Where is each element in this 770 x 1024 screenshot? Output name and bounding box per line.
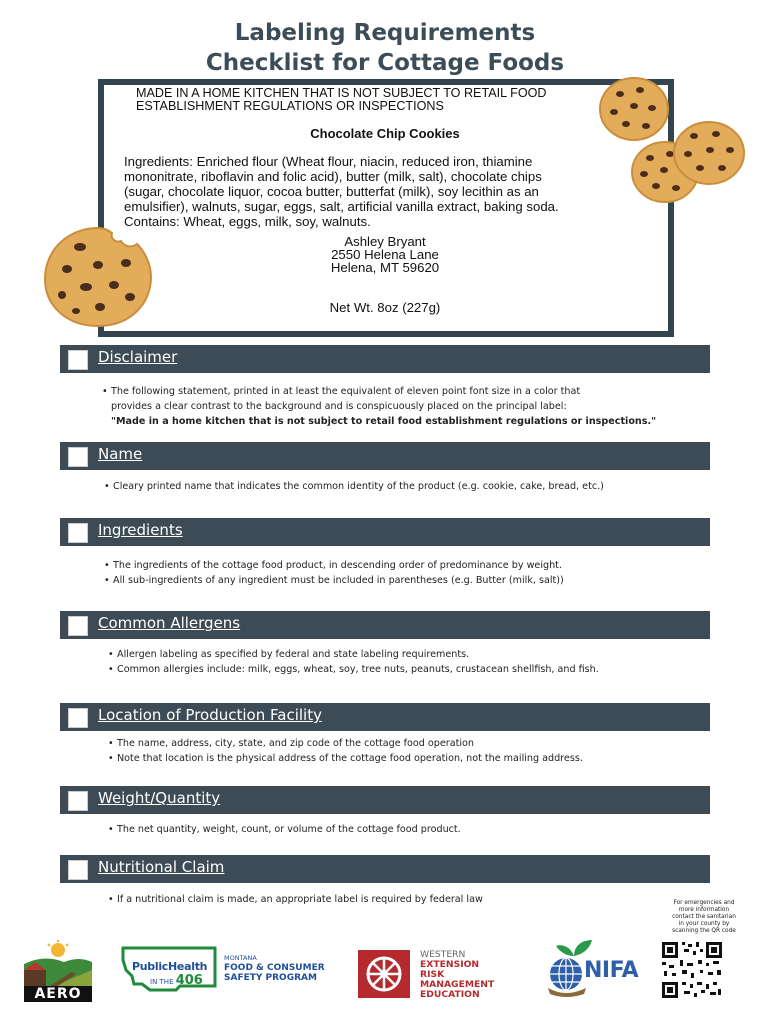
section-title: Common Allergens xyxy=(98,614,241,632)
section-name-header xyxy=(60,442,710,470)
location-bullets xyxy=(108,736,583,766)
section-title: Disclaimer xyxy=(98,348,178,366)
bullet-item: • The name, address, city, state, and zip code of the cottage food operation xyxy=(108,736,583,751)
emergency-note-line: in your county by xyxy=(678,921,730,927)
page-title xyxy=(0,18,770,78)
emergency-note-line: scanning the QR code xyxy=(672,928,736,934)
section-location-header xyxy=(60,703,710,731)
ingredients-checkbox[interactable] xyxy=(68,523,88,543)
fcsp-line-2: SAFETY PROGRAM xyxy=(224,973,317,983)
bullet-item: • All sub-ingredients of any ingredient must be included in parentheses (e.g. Butter (milk, salt)) xyxy=(104,573,564,588)
label-street: 2550 Helena Lane xyxy=(331,247,439,262)
section-title: Location of Production Facility xyxy=(98,706,322,724)
label-disclaimer xyxy=(136,87,547,113)
nutritional-checkbox[interactable] xyxy=(68,860,88,880)
qr-code[interactable] xyxy=(660,940,724,1000)
fcsp-line-1: FOOD & CONSUMER xyxy=(224,963,325,973)
cookie-illustration xyxy=(598,76,670,142)
werme-line: EXTENSION xyxy=(420,959,480,970)
emergency-note-line: For emergencies and xyxy=(673,900,735,906)
public-health-subline xyxy=(150,973,203,988)
section-title: Name xyxy=(98,445,143,463)
section-weight-header xyxy=(60,786,710,814)
bullet-item: • The net quantity, weight, count, or volume of the cottage food product. xyxy=(108,822,461,837)
nutritional-bullets xyxy=(108,892,483,907)
bullet-item: • Note that location is the physical address of the cottage food operation, not the mailing address. xyxy=(108,751,583,766)
werme-line: RISK xyxy=(420,969,445,980)
allergens-checkbox[interactable] xyxy=(68,616,88,636)
bullet-item: • Cleary printed name that indicates the common identity of the product (e.g. cookie, cake, bread, etc.) xyxy=(104,479,604,494)
bullet-item: • The ingredients of the cottage food product, in descending order of predominance by weight. xyxy=(104,558,564,573)
label-owner-name: Ashley Bryant xyxy=(344,234,426,249)
public-health-logo xyxy=(120,946,218,992)
label-ingredients-line: mononitrate, riboflavin and folic acid), butter (milk, salt), chocolate chips xyxy=(124,169,542,184)
label-contains-line: Contains: Wheat, eggs, milk, soy, walnuts. xyxy=(124,214,371,229)
section-nutritional-header xyxy=(60,855,710,883)
weight-bullets xyxy=(108,822,461,837)
disclaimer-checkbox[interactable] xyxy=(68,350,88,370)
bullet-item: • If a nutritional claim is made, an appropriate label is required by federal law xyxy=(108,892,483,907)
section-title: Nutritional Claim xyxy=(98,858,225,876)
werme-line: MANAGEMENT xyxy=(420,979,495,990)
nifa-logo xyxy=(544,938,639,998)
label-product-name: Chocolate Chip Cookies xyxy=(310,126,460,141)
wagon-wheel-icon xyxy=(358,950,410,998)
bullet-text: The following statement, printed in at least the equivalent of eleven point font size in a color that xyxy=(111,386,581,397)
bullet-text: provides a clear contrast to the background and is conspicuously placed on the principal label: xyxy=(111,401,567,412)
title-line-2: Checklist for Cottage Foods xyxy=(205,50,565,76)
section-disclaimer-header xyxy=(60,345,710,373)
label-net-weight: Net Wt. 8oz (227g) xyxy=(329,300,441,315)
aero-farm-icon xyxy=(24,940,92,986)
emergency-note-line: contact the sanitarian xyxy=(672,914,736,920)
cookie-illustration xyxy=(40,225,158,329)
label-ingredients xyxy=(124,154,559,229)
werme-wordmark xyxy=(420,950,494,1000)
406-text: 406 xyxy=(175,973,203,988)
cookie-illustration xyxy=(672,120,746,186)
section-ingredients-header xyxy=(60,518,710,546)
allergens-bullets xyxy=(108,647,599,677)
emergency-note xyxy=(648,900,760,935)
emergency-note-line: more information xyxy=(678,907,730,913)
in-the-text: IN THE xyxy=(150,978,176,986)
label-ingredients-line: emulsifier), walnuts, sugar, eggs, salt, artificial vanilla extract, baking soda. xyxy=(124,199,559,214)
disclaimer-bullets xyxy=(102,384,656,429)
location-checkbox[interactable] xyxy=(68,708,88,728)
bullet-item: • Common allergies include: milk, eggs, wheat, soy, tree nuts, peanuts, crustacean shellfish, and fish. xyxy=(108,662,599,677)
fcsp-state: MONTANA xyxy=(224,954,257,962)
section-allergens-header xyxy=(60,611,710,639)
title-line-1: Labeling Requirements xyxy=(234,20,536,46)
label-city: Helena, MT 59620 xyxy=(330,260,440,275)
name-bullets xyxy=(104,479,604,494)
nifa-wordmark: NIFA xyxy=(584,958,639,983)
werme-line: WESTERN xyxy=(420,949,466,960)
name-checkbox[interactable] xyxy=(68,447,88,467)
werme-line: EDUCATION xyxy=(420,989,480,1000)
label-disclaimer-line-1: MADE IN A HOME KITCHEN THAT IS NOT SUBJECT TO RETAIL FOOD xyxy=(136,86,547,100)
bullet-item xyxy=(102,384,656,429)
weight-checkbox[interactable] xyxy=(68,791,88,811)
label-ingredients-line: (sugar, chocolate liquor, cocoa butter, butterfat (milk), soy lecithin as an xyxy=(124,184,539,199)
disclaimer-statement: "Made in a home kitchen that is not subject to retail food establishment regulations or inspections." xyxy=(111,416,657,427)
section-title: Ingredients xyxy=(98,521,183,539)
bullet-item: • Allergen labeling as specified by federal and state labeling requirements. xyxy=(108,647,599,662)
aero-wordmark: AERO xyxy=(24,986,92,1002)
fcsp-logo xyxy=(224,954,325,983)
aero-logo xyxy=(24,940,92,1002)
ingredients-bullets xyxy=(104,558,564,588)
section-title: Weight/Quantity xyxy=(98,789,221,807)
label-disclaimer-line-2: ESTABLISHMENT REGULATIONS OR INSPECTIONS xyxy=(136,99,444,113)
public-health-wordmark: PublicHealth xyxy=(132,960,208,973)
label-ingredients-line: Ingredients: Enriched flour (Wheat flour, niacin, reduced iron, thiamine xyxy=(124,154,533,169)
